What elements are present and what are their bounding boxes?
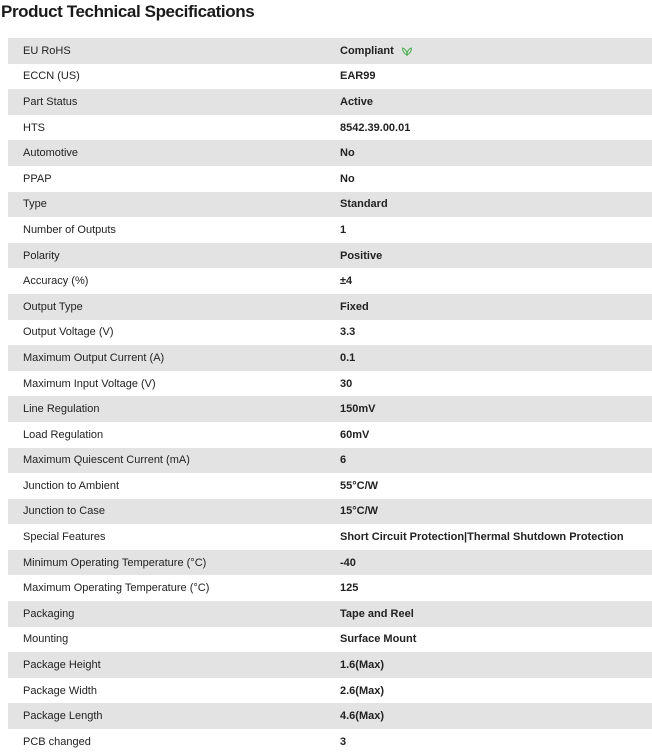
spec-label: Automotive bbox=[23, 147, 79, 160]
spec-value-cell bbox=[326, 378, 652, 390]
spec-value-cell bbox=[326, 582, 652, 594]
spec-value: -40 bbox=[340, 556, 356, 569]
spec-label: Minimum Operating Temperature (°C) bbox=[23, 556, 207, 569]
spec-value: Fixed bbox=[340, 300, 369, 313]
spec-value: 0.1 bbox=[340, 351, 356, 364]
spec-value: Compliant bbox=[340, 44, 394, 57]
spec-label: Package Length bbox=[23, 710, 103, 723]
spec-row bbox=[8, 396, 652, 422]
spec-row bbox=[8, 320, 652, 346]
spec-label: Type bbox=[23, 198, 47, 211]
spec-value-cell bbox=[326, 633, 652, 645]
spec-value-cell bbox=[326, 301, 652, 313]
spec-value-cell bbox=[326, 403, 652, 415]
spec-value-cell bbox=[326, 147, 652, 159]
spec-label: Mounting bbox=[23, 633, 69, 646]
spec-label: Part Status bbox=[23, 95, 78, 108]
spec-value-cell bbox=[326, 45, 652, 57]
spec-table bbox=[8, 38, 652, 755]
page-title: Product Technical Specifications bbox=[1, 2, 255, 21]
spec-value: 15°C/W bbox=[340, 505, 379, 518]
spec-label: Maximum Output Current (A) bbox=[23, 351, 165, 364]
spec-row bbox=[8, 473, 652, 499]
spec-row bbox=[8, 243, 652, 269]
spec-value-cell bbox=[326, 352, 652, 364]
spec-row bbox=[8, 550, 652, 576]
spec-label: Output Type bbox=[23, 300, 83, 313]
spec-value-cell bbox=[326, 736, 652, 748]
spec-value-cell bbox=[326, 710, 652, 722]
spec-label: Output Voltage (V) bbox=[23, 326, 114, 339]
spec-label: Junction to Ambient bbox=[23, 479, 120, 492]
spec-value-cell bbox=[326, 198, 652, 210]
spec-value-cell bbox=[326, 480, 652, 492]
spec-label: Polarity bbox=[23, 249, 60, 262]
spec-label: HTS bbox=[23, 121, 45, 134]
spec-label: Maximum Input Voltage (V) bbox=[23, 377, 156, 390]
spec-value: 60mV bbox=[340, 428, 370, 441]
spec-label: Accuracy (%) bbox=[23, 275, 89, 288]
spec-value: Standard bbox=[340, 198, 388, 211]
spec-row bbox=[8, 524, 652, 550]
spec-label: Junction to Case bbox=[23, 505, 105, 518]
spec-value: 30 bbox=[340, 377, 353, 390]
spec-value: 2.6(Max) bbox=[340, 684, 385, 697]
spec-value: 8542.39.00.01 bbox=[340, 121, 411, 134]
spec-value: No bbox=[340, 147, 355, 160]
spec-value: 1 bbox=[340, 223, 347, 236]
spec-value-cell bbox=[326, 557, 652, 569]
spec-label: Maximum Quiescent Current (mA) bbox=[23, 454, 190, 467]
spec-value: 125 bbox=[340, 582, 359, 595]
spec-value: 6 bbox=[340, 454, 347, 467]
spec-row bbox=[8, 115, 652, 141]
spec-value-cell bbox=[326, 122, 652, 134]
spec-label: EU RoHS bbox=[23, 44, 71, 57]
spec-value-cell bbox=[326, 275, 652, 287]
spec-row bbox=[8, 601, 652, 627]
leaf-icon bbox=[401, 46, 413, 56]
spec-row bbox=[8, 166, 652, 192]
spec-value: 1.6(Max) bbox=[340, 659, 385, 672]
spec-value: Short Circuit Protection|Thermal Shutdown Protection bbox=[340, 531, 624, 544]
spec-value: ±4 bbox=[340, 275, 353, 288]
spec-row bbox=[8, 652, 652, 678]
spec-value-cell bbox=[326, 531, 652, 543]
spec-value: 150mV bbox=[340, 403, 376, 416]
spec-value: 3.3 bbox=[340, 326, 356, 339]
spec-label: ECCN (US) bbox=[23, 70, 80, 83]
spec-value-cell bbox=[326, 173, 652, 185]
spec-row bbox=[8, 703, 652, 729]
spec-row bbox=[8, 64, 652, 90]
spec-value-cell bbox=[326, 70, 652, 82]
spec-value-cell bbox=[326, 685, 652, 697]
spec-value: 55°C/W bbox=[340, 479, 379, 492]
spec-value: Surface Mount bbox=[340, 633, 417, 646]
spec-value: Tape and Reel bbox=[340, 607, 414, 620]
spec-row bbox=[8, 448, 652, 474]
spec-row bbox=[8, 192, 652, 218]
spec-value: EAR99 bbox=[340, 70, 376, 83]
spec-value-cell bbox=[326, 224, 652, 236]
spec-value-cell bbox=[326, 608, 652, 620]
spec-value: 4.6(Max) bbox=[340, 710, 385, 723]
spec-row bbox=[8, 294, 652, 320]
spec-row bbox=[8, 371, 652, 397]
spec-label: PPAP bbox=[23, 172, 52, 185]
spec-row bbox=[8, 140, 652, 166]
spec-label: Number of Outputs bbox=[23, 223, 116, 236]
spec-value: No bbox=[340, 172, 355, 185]
spec-label: PCB changed bbox=[23, 735, 91, 748]
spec-value: 3 bbox=[340, 735, 347, 748]
spec-row bbox=[8, 38, 652, 64]
spec-row bbox=[8, 89, 652, 115]
spec-row bbox=[8, 217, 652, 243]
spec-row bbox=[8, 499, 652, 525]
spec-label: Package Width bbox=[23, 684, 97, 697]
spec-row bbox=[8, 422, 652, 448]
spec-label: Maximum Operating Temperature (°C) bbox=[23, 582, 210, 595]
spec-value: Positive bbox=[340, 249, 383, 262]
spec-row bbox=[8, 678, 652, 704]
spec-row bbox=[8, 575, 652, 601]
spec-label: Special Features bbox=[23, 531, 106, 544]
spec-value-cell bbox=[326, 454, 652, 466]
spec-label: Line Regulation bbox=[23, 403, 100, 416]
spec-label: Load Regulation bbox=[23, 428, 104, 441]
spec-label: Package Height bbox=[23, 659, 101, 672]
spec-label: Packaging bbox=[23, 607, 75, 620]
spec-value-cell bbox=[326, 429, 652, 441]
spec-value: Active bbox=[340, 95, 374, 108]
spec-value-cell bbox=[326, 96, 652, 108]
spec-row bbox=[8, 729, 652, 755]
spec-value-cell bbox=[326, 659, 652, 671]
spec-row bbox=[8, 345, 652, 371]
spec-row bbox=[8, 268, 652, 294]
spec-value-cell bbox=[326, 250, 652, 262]
spec-row bbox=[8, 627, 652, 653]
spec-value-cell bbox=[326, 326, 652, 338]
spec-value-cell bbox=[326, 505, 652, 517]
